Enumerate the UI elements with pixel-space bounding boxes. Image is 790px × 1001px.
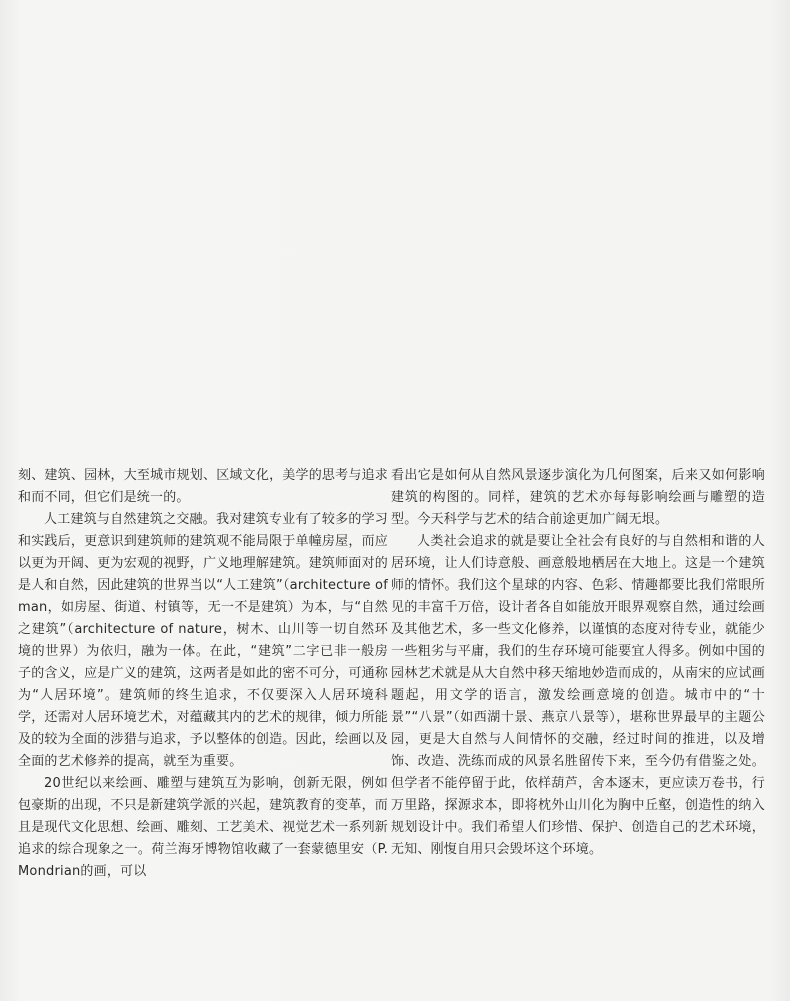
left-paragraph-1: 刻、建筑、园林，大至城市规划、区域文化，美学的思考与追求和而不同，但它们是统一的。 — [18, 468, 388, 505]
right-paragraph-1: 看出它是如何从自然风景逐步演化为几何图案，后来又如何影响建筑的构图的。同样，建筑的艺术亦每每影响绘画与雕塑的造型。今天科学与艺术的结合前途更加广阔无垠。 — [391, 468, 765, 527]
left-text-column — [18, 465, 388, 883]
left-paragraph-2: 人工建筑与自然建筑之交融。我对建筑专业有了较多的学习和实践后，更意识到建筑师的建筑观不能局限于单幢房屋，而应以更为开阔、更为宏观的视野，广义地理解建筑。建筑师面对的是人和自然，因此建筑的世界当以“人工建筑”（architecture of man，如房屋、街道、村镇等，无一不是建筑）为本，与“自然之建筑”（architecture of nature，树木、山川等一切自然环境的世界）为依归，融为一体。在此，“建筑”二字已非一般房子的含义，应是广义的建筑，这两者是如此的密不可分，可通称为“人居环境”。建筑师的终生追求，不仅要深入人居环境科学，还需对人居环境艺术，对蕴藏其内的艺术的规律，倾力所能及的较为全面的涉猎与追求，予以整体的创造。因此，绘画以及全面的艺术修养的提高，就至为重要。 — [18, 512, 388, 769]
right-paragraph-2: 人类社会追求的就是要让全社会有良好的与自然相和谐的人居环境，让人们诗意般、画意般地栖居在大地上。这是一个建筑师的情怀。我们这个星球的内容、色彩、情趣都要比我们常眼所见的丰富千万倍，设计者各自如能放开眼界观察自然，通过绘画及其他艺术，多一些文化修养，以谨慎的态度对待专业，就能少一些粗劣与平庸，我们的生存环境可能要宜人得多。例如中国的园林艺术就是从大自然中移天缩地妙造而成的，从南宋的应试画题起，用文学的语言，激发绘画意境的创造。城市中的“十景”“八景”（如西湖十景、燕京八景等），堪称世界最早的主题公园，更是大自然与人间情怀的交融，经过时间的推进，以及增饰、改造、洗练而成的风景名胜留传下来，至今仍有借鉴之处。但学者不能停留于此，依样葫芦，舍本逐末，更应读万卷书，行万里路，探源求本，即将枕外山川化为胸中丘壑，创造性的纳入规划设计中。我们希望人们珍惜、保护、创造自己的艺术环境，无知、刚愎自用只会毁坏这个环境。 — [391, 534, 765, 857]
right-text-column — [391, 465, 765, 861]
left-paragraph-3: 20世纪以来绘画、雕塑与建筑互为影响，创新无限，例如包豪斯的出现，不只是新建筑学派的兴起，建筑教育的变革，而且是现代文化思想、绘画、雕刻、工艺美术、视觉艺术一系列新追求的综合现象之一。荷兰海牙博物馆收藏了一套蒙德里安（P. Mondrian的画，可以 — [18, 776, 388, 879]
